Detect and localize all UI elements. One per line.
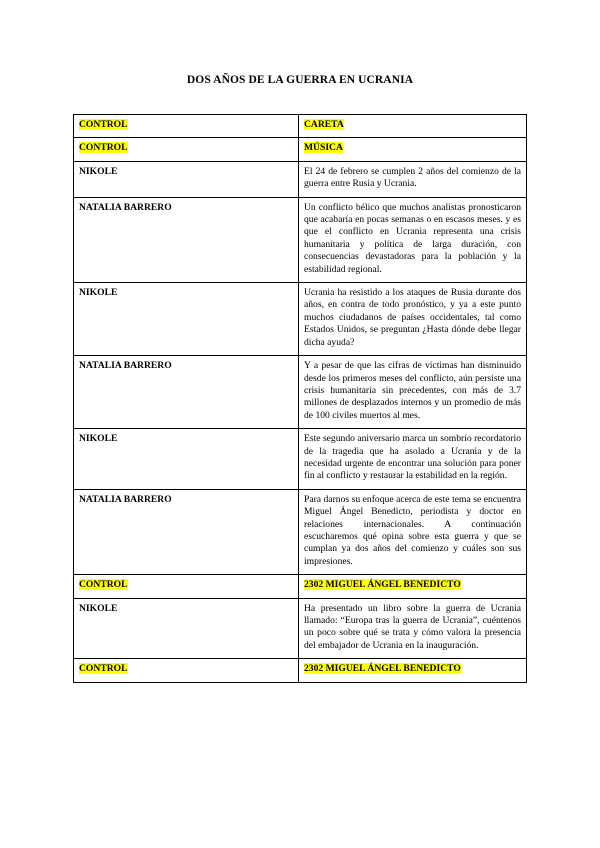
content-cell bbox=[299, 115, 527, 138]
table-row bbox=[74, 489, 527, 574]
speaker-label: NATALIA BARRERO bbox=[79, 201, 172, 213]
table-row bbox=[74, 659, 527, 682]
script-table bbox=[73, 114, 527, 683]
speaker-cell bbox=[74, 489, 299, 574]
speaker-label: CONTROL bbox=[79, 119, 128, 130]
speaker-label: NATALIA BARRERO bbox=[79, 493, 172, 505]
speaker-cell bbox=[74, 115, 299, 138]
cue-label: 2302 MIGUEL ÁNGEL BENEDICTO bbox=[304, 579, 461, 591]
dialogue-text: El 24 de febrero se cumplen 2 años del comienzo de la guerra entre Rusia y Ucrania. bbox=[304, 165, 521, 190]
speaker-cell bbox=[74, 429, 299, 490]
content-cell bbox=[299, 356, 527, 429]
speaker-label: CONTROL bbox=[79, 142, 128, 154]
table-row bbox=[74, 197, 527, 282]
dialogue-text: Y a pesar de que las cifras de víctimas han disminuido desde los primeros meses del conflicto, aún persiste una crisis humanitaria sin precedentes, con más de 3.7 millones de desplazados internos y un promedio de más de 100 civiles muertos al mes. bbox=[304, 360, 521, 421]
speaker-label: NIKOLE bbox=[79, 165, 118, 177]
content-cell bbox=[299, 489, 527, 574]
content-cell bbox=[299, 161, 527, 197]
speaker-cell bbox=[74, 138, 299, 161]
speaker-label: CONTROL bbox=[79, 579, 128, 591]
cue-label: MÚSICA bbox=[304, 142, 343, 154]
content-cell bbox=[299, 429, 527, 490]
table-row bbox=[74, 138, 527, 161]
table-row bbox=[74, 283, 527, 356]
page-title: DOS AÑOS DE LA GUERRA EN UCRANIA bbox=[186, 74, 414, 86]
speaker-label: CONTROL bbox=[79, 663, 128, 675]
cue-label: 2302 MIGUEL ÁNGEL BENEDICTO bbox=[304, 663, 461, 675]
dialogue-text: Ucrania ha resistido a los ataques de Rusia durante dos años, en contra de todo pronóstico, y ya a este punto muchos ciudadanos de países occidentales, tal como Estados Unidos, se preguntan ¿Hasta dónde debe llegar dicha ayuda? bbox=[304, 287, 521, 348]
cue-label: CARETA bbox=[304, 119, 344, 130]
dialogue-text: Este segundo aniversario marca un sombrío recordatorio de la tragedia que ha asolado a Ucrania y de la necesidad urgente de encontrar una solución para poner fin al conflicto y restaurar la estabilidad en la región. bbox=[304, 433, 521, 482]
dialogue-text: Ha presentado un libro sobre la guerra de Ucrania llamado: “Europa tras la guerra de Ucrania”, cuéntenos un poco sobre qué se trata y cómo valora la presencia del embajador de Ucrania en la inauguración. bbox=[304, 602, 521, 651]
speaker-cell bbox=[74, 283, 299, 356]
speaker-label: NIKOLE bbox=[79, 602, 118, 614]
content-cell bbox=[299, 197, 527, 282]
speaker-cell bbox=[74, 575, 299, 598]
script-table-body bbox=[74, 115, 527, 683]
content-cell bbox=[299, 575, 527, 598]
speaker-cell bbox=[74, 659, 299, 682]
content-cell bbox=[299, 283, 527, 356]
speaker-label: NIKOLE bbox=[79, 287, 118, 299]
table-row bbox=[74, 161, 527, 197]
speaker-cell bbox=[74, 598, 299, 659]
speaker-cell bbox=[74, 356, 299, 429]
content-cell bbox=[299, 659, 527, 682]
speaker-cell bbox=[74, 161, 299, 197]
table-row bbox=[74, 575, 527, 598]
dialogue-text: Para darnos su enfoque acerca de este tema se encuentra Miguel Ángel Benedicto, periodista y doctor en relaciones internacionales. A continuación escucharemos qué opina sobre esta guerra y que se cumplan ya dos años del comienzo y cuáles son sus impresiones. bbox=[304, 493, 521, 567]
speaker-cell bbox=[74, 197, 299, 282]
content-cell bbox=[299, 138, 527, 161]
content-cell bbox=[299, 598, 527, 659]
speaker-label: NIKOLE bbox=[79, 433, 118, 445]
dialogue-text: Un conflicto bélico que muchos analistas pronosticaron que acabaría en pocas semanas o en escasos meses. y es que el conflicto en Ucrania representa una crisis humanitaria y política de larga duración, con consecuencias devastadoras para la población y la estabilidad regional. bbox=[304, 201, 521, 275]
table-row bbox=[74, 356, 527, 429]
table-row bbox=[74, 115, 527, 138]
speaker-label: NATALIA BARRERO bbox=[79, 360, 172, 372]
table-row bbox=[74, 598, 527, 659]
table-row bbox=[74, 429, 527, 490]
